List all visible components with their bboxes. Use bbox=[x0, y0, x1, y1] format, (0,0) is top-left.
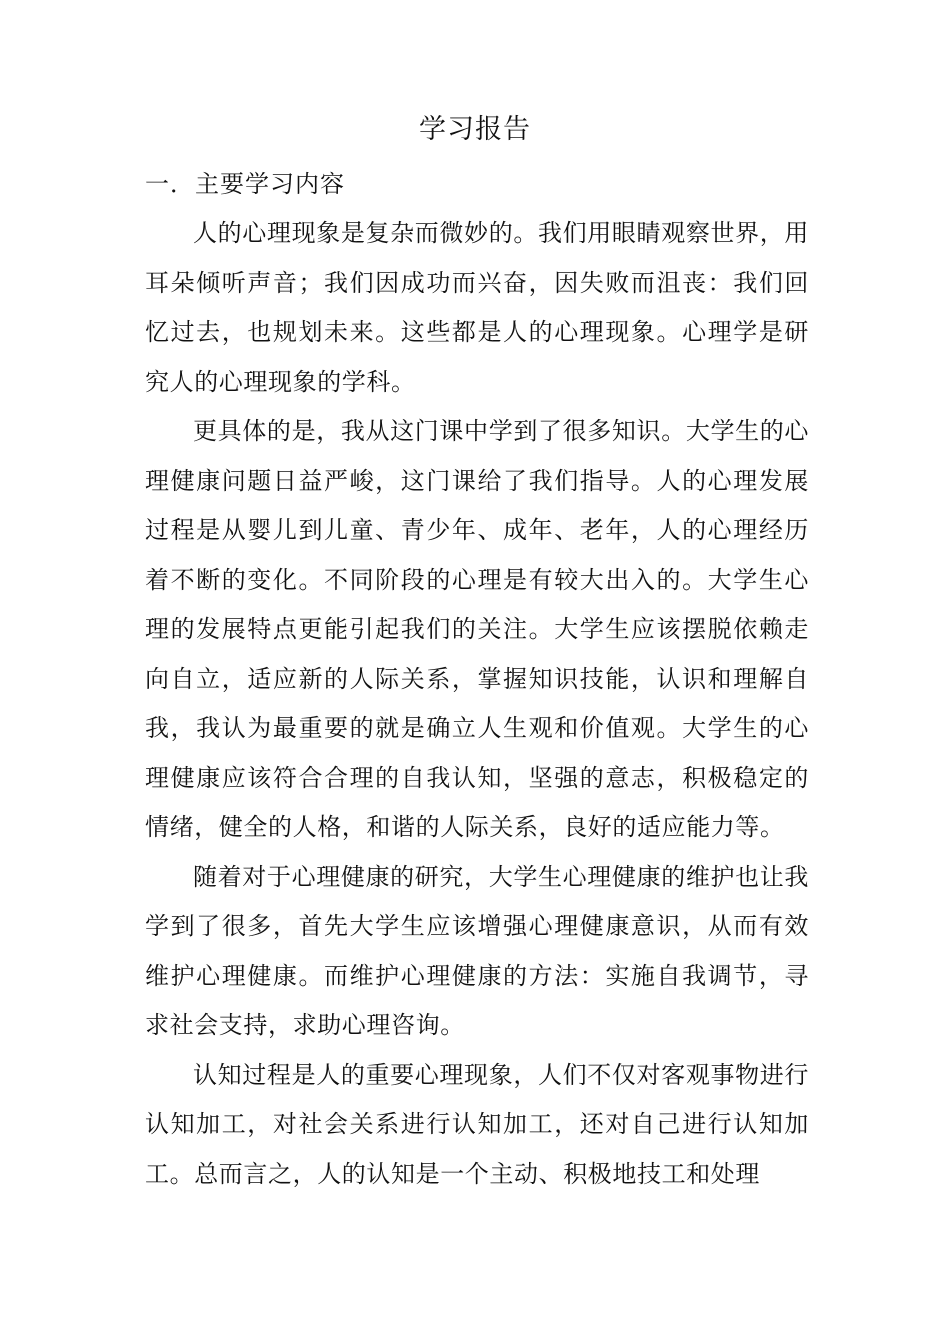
document-title: 学习报告 bbox=[419, 114, 531, 145]
paragraph: 人的心理现象是复杂而微妙的。我们用眼睛观察世界，用耳朵倾听声音；我们因成功而兴奋，因失败而沮丧：我们回忆过去，也规划未来。这些都是人的心理现象。心理学是研究人的心理现象的学科。 bbox=[145, 219, 809, 396]
paragraph: 随着对于心理健康的研究，大学生心理健康的维护也让我学到了很多，首先大学生应该增强心理健康意识，从而有效维护心理健康。而维护心理健康的方法：实施自我调节，寻求社会支持，求助心理咨询。 bbox=[145, 862, 809, 1039]
document-body bbox=[145, 209, 809, 1199]
paragraph: 认知过程是人的重要心理现象，人们不仅对客观事物进行认知加工，对社会关系进行认知加工，还对自己进行认知加工。总而言之，人的认知是一个主动、积极地技工和处理 bbox=[145, 1060, 809, 1188]
section-heading: 一．主要学习内容 bbox=[145, 170, 345, 198]
paragraph: 更具体的是，我从这门课中学到了很多知识。大学生的心理健康问题日益严峻，这门课给了我们指导。人的心理发展过程是从婴儿到儿童、青少年、成年、老年，人的心理经历着不断的变化。不同阶段的心理是有较大出入的。大学生心理的发展特点更能引起我们的关注。大学生应该摆脱依赖走向自立，适应新的人际关系，掌握知识技能，认识和理解自我，我认为最重要的就是确立人生观和价值观。大学生的心理健康应该符合合理的自我认知，坚强的意志，积极稳定的情绪，健全的人格，和谐的人际关系，良好的适应能力等。 bbox=[145, 417, 809, 841]
